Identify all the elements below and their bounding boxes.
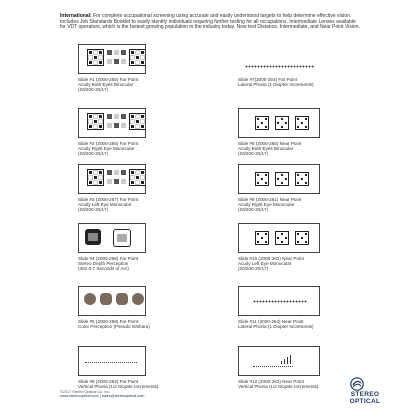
acuity-target-icon — [87, 169, 104, 186]
slide-4 — [78, 223, 228, 279]
stereo-optical-mark-icon — [350, 377, 364, 391]
slide-11-caption: Slide #11 (2000-264) Near Point Lateral Phoria (1 Diopter Increments) — [238, 319, 314, 330]
slide-9 — [238, 164, 388, 220]
logo-line-1: STEREO — [350, 391, 380, 398]
slide-5-caption: Slide #5 (2000-259) Far Point Color Perception (Pseudo Ishihara) — [78, 319, 150, 330]
slide-9-thumbnail — [238, 164, 320, 194]
near-acuity-icon — [295, 172, 309, 186]
lateral-dots-icon — [245, 65, 315, 68]
color-plate-icon — [132, 293, 144, 305]
near-acuity-icon — [295, 116, 309, 130]
footer — [60, 390, 144, 399]
slide-4-thumbnail — [78, 223, 146, 253]
acuity-dots-icon — [107, 114, 126, 130]
intro-text: For complete occupational screening using accurate and easily understood targets to help determine effective vision. Includes Job Standards Booklet to easily identify individuals requiring further testing for all occupations. Intermediate Lenses available for VDT operators, which is the fastest growing population in the industry today. Now test Distance, Intermediate, and Near Point Vision. — [60, 13, 360, 31]
intro-lead: International: — [60, 13, 92, 19]
near-acuity-icon — [275, 116, 289, 130]
acuity-target-icon — [129, 169, 146, 186]
slide-3-caption: Slide #3 (2000-257) Far Point Acuity Left Eye Monocular (20/200-20/17) — [78, 197, 139, 213]
color-plate-icon — [84, 293, 96, 305]
slide-8-thumbnail — [238, 108, 320, 138]
slide-7-thumbnail — [238, 44, 320, 74]
stereo-optical-logo — [334, 377, 396, 407]
stereo-circle-icon — [113, 229, 131, 247]
acuity-target-icon — [129, 49, 146, 66]
stereo-circle-icon — [85, 229, 101, 245]
slide-2-thumbnail — [78, 108, 146, 138]
dotted-line-icon — [85, 362, 137, 363]
slide-4-caption: Slide #4 (2000-258) Far Point Stereo Depth Perception (362.0-7 Seconds of Arc) — [78, 256, 139, 272]
slide-7-caption: Slide #7(2000-254) Far Point Lateral Phoria (1 Diopter Increments) — [238, 77, 314, 88]
dotted-line-icon — [253, 366, 293, 367]
slide-6-caption: Slide #6 (2000-253) Far Point Vertical Phoria (1/2 Diopter Increments) — [78, 379, 159, 390]
acuity-target-icon — [87, 49, 104, 66]
near-acuity-icon — [295, 231, 309, 245]
logo-line-2: OPTICAL — [349, 398, 381, 405]
acuity-target-icon — [129, 113, 146, 130]
slide-10 — [238, 223, 388, 279]
slide-9-caption: Slide #9 (2000-261) Near Point Acuity Right Eye Monocular (20/200-20/17) — [238, 197, 302, 213]
slide-1-caption: Slide #1 (2000-255) Far Point Acuity Both Eyes Binocular (20/200-20/17) — [78, 77, 139, 93]
near-acuity-icon — [275, 231, 289, 245]
slide-10-caption: Slide #10 (2000-262) Near Point Acuity Left Eye Monocular (20/200-20/17) — [238, 256, 304, 272]
near-acuity-icon — [275, 172, 289, 186]
website-link[interactable]: www.stereooptical.com | sales@stereooptical.com — [60, 394, 145, 399]
color-plate-icon — [116, 293, 128, 305]
lateral-dots-icon — [253, 300, 307, 303]
near-acuity-icon — [255, 231, 269, 245]
slide-1 — [78, 44, 228, 100]
near-acuity-icon — [255, 116, 269, 130]
copyright-text: ©2017 Stereo Optical Co. Inc. — [60, 390, 111, 394]
slide-3-thumbnail — [78, 164, 146, 194]
slide-3 — [78, 164, 228, 220]
acuity-dots-icon — [107, 50, 126, 66]
near-acuity-icon — [255, 172, 269, 186]
vertical-scale-icon — [281, 355, 291, 364]
slide-11 — [238, 286, 388, 342]
slide-10-thumbnail — [238, 223, 320, 253]
intro-paragraph — [60, 14, 360, 31]
slide-2-caption: Slide #2 (2000-256) Far Point Acuity Right Eye Monocular (20/200-20/17) — [78, 141, 139, 157]
acuity-dots-icon — [107, 170, 126, 186]
slide-5 — [78, 286, 228, 342]
slide-7 — [238, 44, 388, 100]
slide-6-thumbnail — [78, 346, 146, 376]
slide-2 — [78, 108, 228, 164]
slide-8-caption: Slide #8 (2000-260) Near Point Acuity Both Eyes Binocular (20/200-20/17) — [238, 141, 302, 157]
acuity-target-icon — [87, 113, 104, 130]
slide-12-caption: Slide #12 (2000-263) Near Point Vertical Phoria (1/2 Diopter Increments) — [238, 379, 319, 390]
slide-8 — [238, 108, 388, 164]
slide-5-thumbnail — [78, 286, 146, 316]
slide-11-thumbnail — [238, 286, 320, 316]
color-plate-icon — [100, 293, 112, 305]
slide-1-thumbnail — [78, 44, 146, 74]
slide-12-thumbnail — [238, 346, 320, 376]
